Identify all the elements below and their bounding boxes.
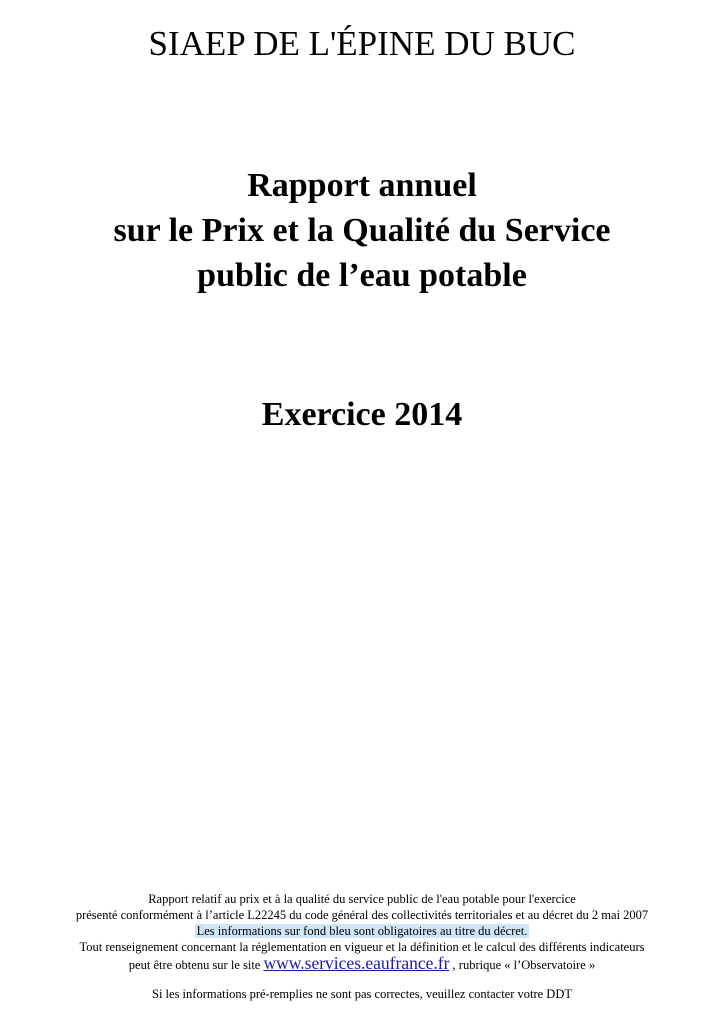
website-prefix: peut être obtenu sur le site — [128, 958, 261, 972]
report-title-line-3: public de l’eau potable — [197, 257, 527, 294]
mandatory-info-highlight: Les informations sur fond bleu sont obligatoires au titre du décret. — [196, 924, 528, 938]
report-title-line-2: sur le Prix et la Qualité du Service — [113, 212, 611, 249]
website-suffix: , rubrique « l’Observatoire » — [452, 958, 596, 972]
services-eaufrance-link[interactable]: www.services.eaufrance.fr — [263, 953, 450, 973]
report-title-line-1: Rapport annuel — [247, 167, 477, 204]
footer-line-legal-reference: présenté conformément à l’article L22245 du code général des collectivités territoriales et au décret du 2 mai 2007 — [75, 908, 649, 922]
footer-line-regulation: Tout renseignement concernant la réglementation en vigueur et la définition et le calcul des différents indicateurs — [79, 940, 645, 954]
report-title — [0, 163, 724, 298]
organization-title: SIAEP DE L'ÉPINE DU BUC — [148, 24, 576, 63]
footer-line-website — [0, 955, 724, 973]
footer-notice — [0, 891, 724, 1002]
footer-line-mandatory-info — [0, 923, 724, 939]
footer-line-report: Rapport relatif au prix et à la qualité du service public de l'eau potable pour l'exercice — [148, 892, 576, 906]
exercise-year: Exercice 2014 — [261, 396, 463, 433]
footer-line-contact: Si les informations pré-remplies ne sont pas correctes, veuillez contacter votre DDT — [152, 987, 572, 1001]
